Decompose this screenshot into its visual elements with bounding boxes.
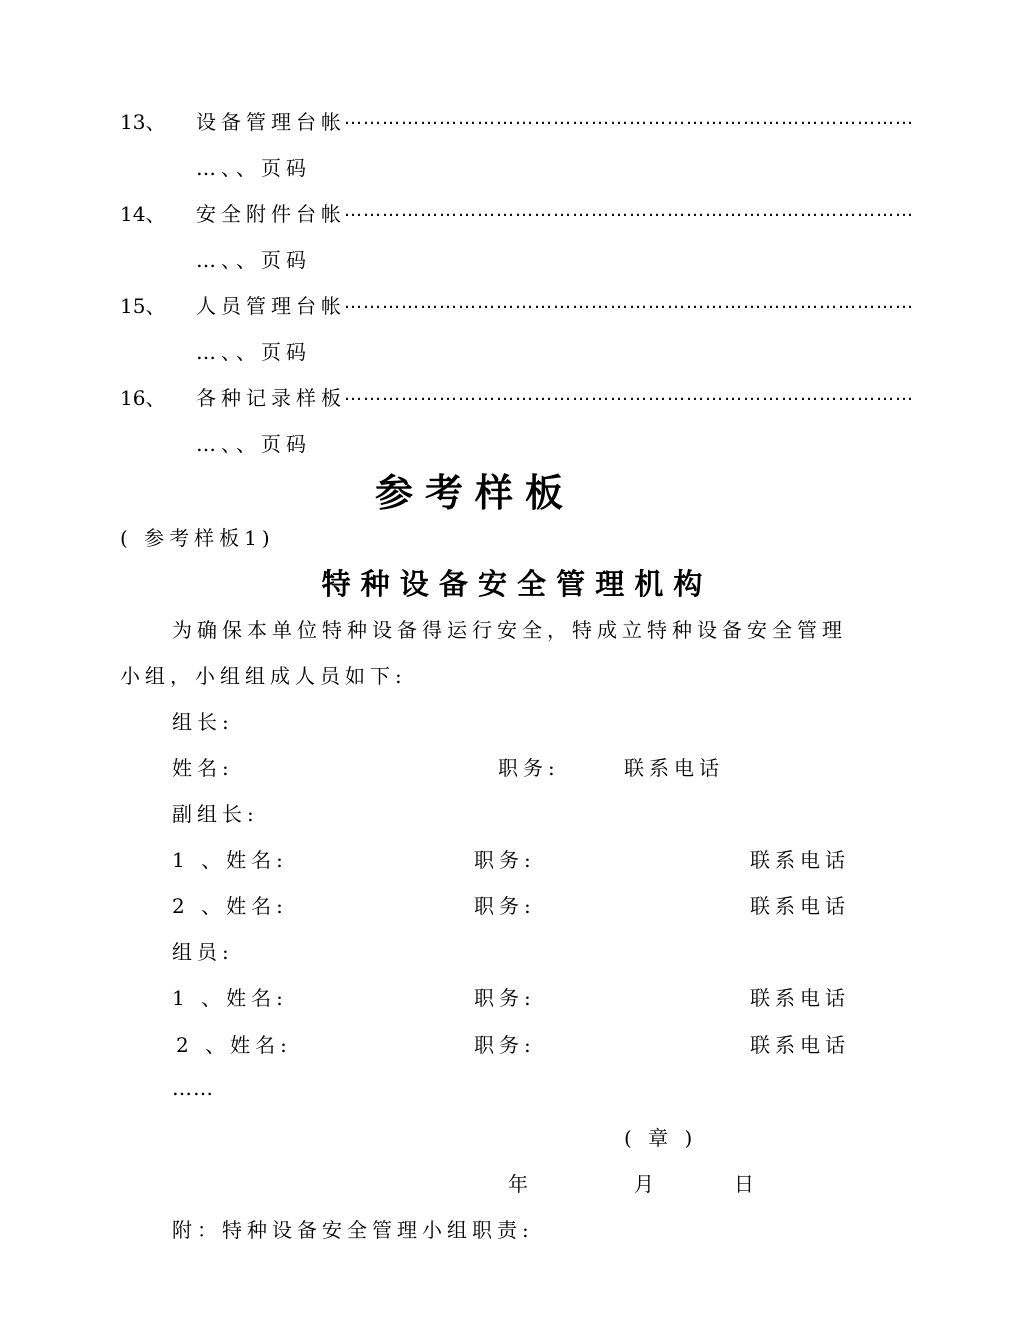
name-label: 1 、姓名: bbox=[172, 848, 288, 872]
duty-label: 职务: bbox=[474, 986, 536, 1010]
toc-leader-dots: ……………………………………………………………………………… bbox=[344, 292, 914, 313]
duty-label: 职务: bbox=[474, 894, 536, 918]
name-label: 姓名: bbox=[172, 756, 234, 780]
toc-leader-dots: ……………………………………………………………………………… bbox=[344, 108, 914, 129]
intro-line-2: 小组，小组组成人员如下: bbox=[120, 664, 407, 688]
deputy-label: 副组长: bbox=[172, 802, 259, 826]
toc-label: 安全附件台帐 bbox=[196, 202, 346, 226]
toc-label: 设备管理台帐 bbox=[196, 110, 346, 134]
duty-label: 职务: bbox=[498, 756, 560, 780]
ellipsis: …… bbox=[172, 1076, 214, 1100]
toc-label: 人员管理台帐 bbox=[196, 294, 346, 318]
name-label: 2 、姓名: bbox=[176, 1033, 292, 1057]
members-label: 组员: bbox=[172, 940, 234, 964]
toc-number: 15、 bbox=[120, 294, 166, 318]
toc-number: 13、 bbox=[120, 110, 166, 134]
name-label: 2 、姓名: bbox=[172, 894, 288, 918]
toc-page-ref: …、、页码 bbox=[196, 248, 311, 272]
sample-label: ( 参考样板1) bbox=[120, 526, 275, 550]
date-month: 月 bbox=[634, 1172, 654, 1196]
duty-label: 职务: bbox=[474, 848, 536, 872]
phone-label: 联系电话 bbox=[750, 1033, 850, 1057]
phone-label: 联系电话 bbox=[750, 894, 850, 918]
section-title: 参考样板 bbox=[374, 471, 575, 515]
duty-label: 职务: bbox=[474, 1033, 536, 1057]
toc-number: 14、 bbox=[120, 202, 166, 226]
toc-page-ref: …、、页码 bbox=[196, 432, 311, 456]
toc-label: 各种记录样板 bbox=[196, 386, 346, 410]
seal-mark: ( 章 ) bbox=[624, 1126, 698, 1150]
intro-line-1: 为确保本单位特种设备得运行安全，特成立特种设备安全管理 bbox=[172, 618, 847, 642]
org-title: 特 种 设 备 安 全 管 理 机 构 bbox=[321, 567, 703, 601]
toc-leader-dots: ……………………………………………………………………………… bbox=[344, 200, 914, 221]
date-day: 日 bbox=[734, 1172, 754, 1196]
phone-label: 联系电话 bbox=[750, 848, 850, 872]
toc-leader-dots: ……………………………………………………………………………… bbox=[344, 384, 914, 405]
phone-label: 联系电话 bbox=[750, 986, 850, 1010]
phone-label: 联系电话 bbox=[624, 756, 724, 780]
name-label: 1 、姓名: bbox=[172, 986, 288, 1010]
toc-number: 16、 bbox=[120, 386, 166, 410]
toc-page-ref: …、、页码 bbox=[196, 156, 311, 180]
appendix-heading: 附：特种设备安全管理小组职责: bbox=[172, 1218, 534, 1242]
toc-page-ref: …、、页码 bbox=[196, 340, 311, 364]
leader-label: 组长: bbox=[172, 710, 234, 734]
date-year: 年 bbox=[508, 1172, 528, 1196]
